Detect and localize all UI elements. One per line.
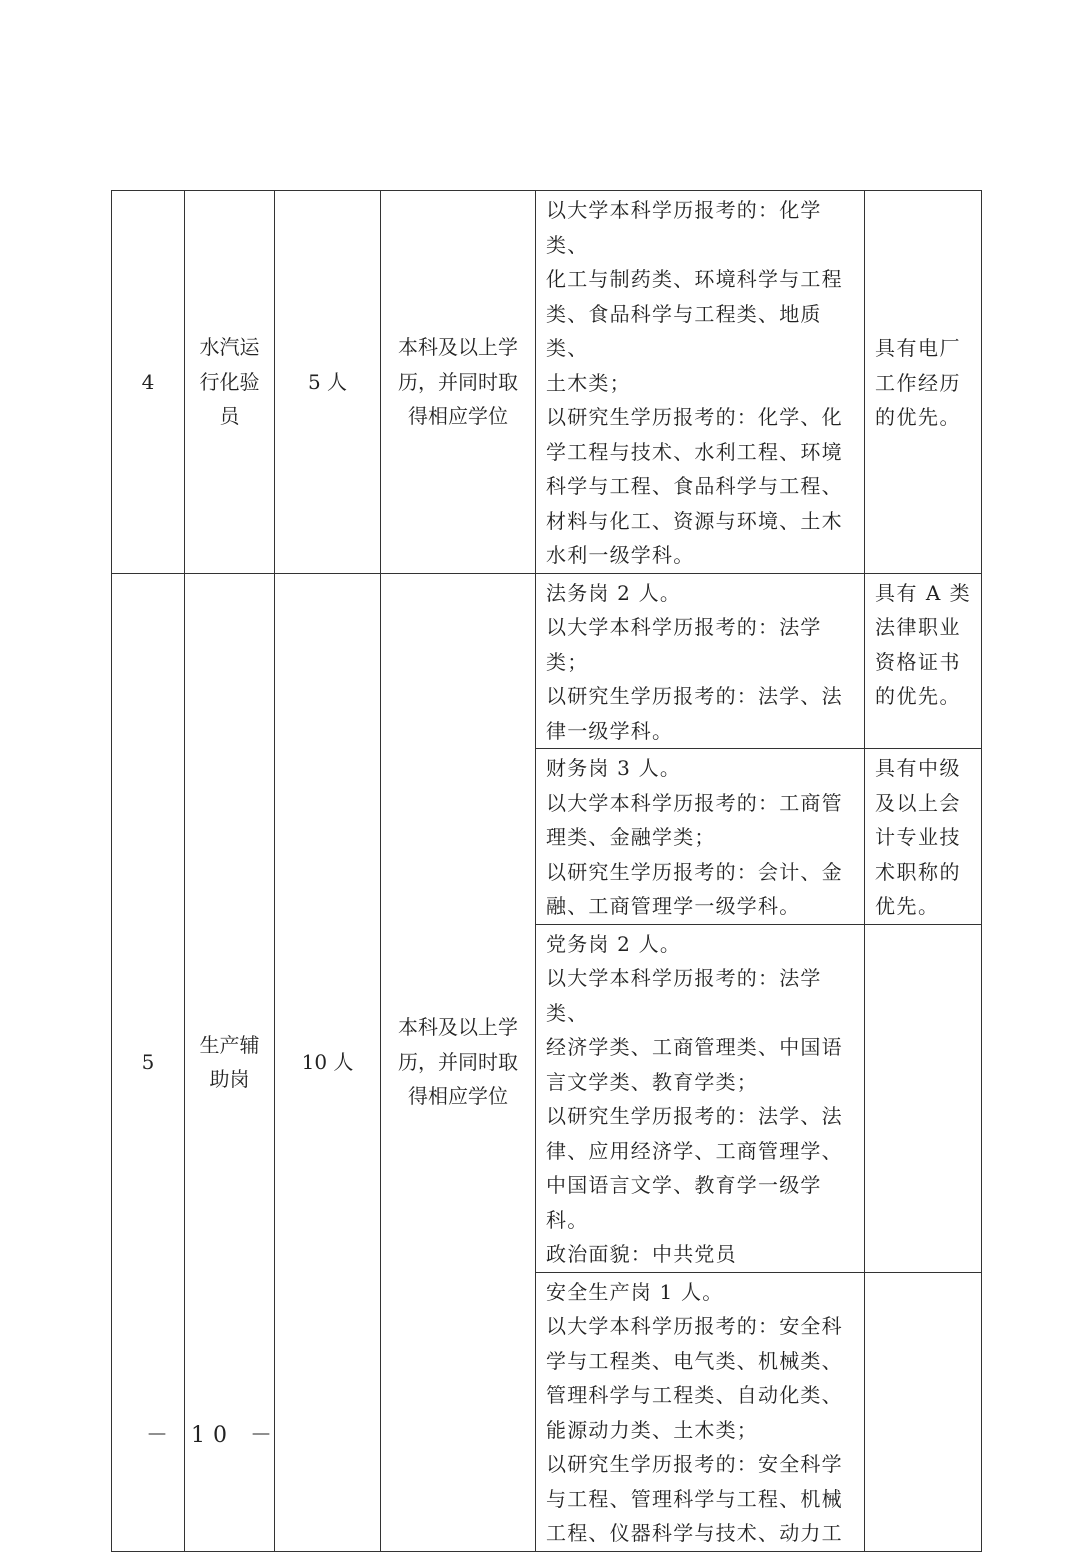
- education-requirement: 本科及以上学 历，并同时取 得相应学位: [381, 191, 536, 574]
- major-requirement: 党务岗 2 人。 以大学本科学历报考的：法学类、 经济学类、工商管理类、中国语 言文学类、教育学类； 以研究生学历报考的：法学、法 律、应用经济学、工商管理学、 中国语言文学、教育学一级学科。 政治面貌：中共党员: [536, 924, 865, 1272]
- major-requirement: 以大学本科学历报考的：化学类、 化工与制药类、环境科学与工程 类、食品科学与工程类、地质类、 土木类； 以研究生学历报考的：化学、化 学工程与技术、水利工程、环境 科学与工程、食品科学与工程、 材料与化工、资源与环境、土木 水利一级学科。: [536, 191, 865, 574]
- remark: [865, 924, 982, 1272]
- remark: 具有 A 类 法律职业 资格证书 的优先。: [865, 573, 982, 749]
- row-number: 4: [112, 191, 185, 574]
- remark: 具有中级 及以上会 计专业技 术职称的 优先。: [865, 749, 982, 925]
- education-requirement: 本科及以上学 历，并同时取 得相应学位: [381, 573, 536, 1551]
- post-name: 生产辅 助岗: [185, 573, 275, 1551]
- page-number: － 10 －: [146, 1423, 280, 1448]
- headcount: 5 人: [275, 191, 381, 574]
- row-number: 5: [112, 573, 185, 1551]
- post-name: 水汽运 行化验 员: [185, 191, 275, 574]
- remark: 具有电厂 工作经历 的优先。: [865, 191, 982, 574]
- major-requirement: 安全生产岗 1 人。 以大学本科学历报考的：安全科 学与工程类、电气类、机械类、 管理科学与工程类、自动化类、 能源动力类、土木类； 以研究生学历报考的：安全科学 与工程、管理科学与工程、机械 工程、仪器科学与技术、动力工: [536, 1272, 865, 1551]
- table-row: [112, 573, 982, 749]
- headcount: 10 人: [275, 573, 381, 1551]
- recruitment-table: [111, 190, 982, 1552]
- major-requirement: 法务岗 2 人。 以大学本科学历报考的：法学类； 以研究生学历报考的：法学、法 律一级学科。: [536, 573, 865, 749]
- table-row: [112, 191, 982, 574]
- major-requirement: 财务岗 3 人。 以大学本科学历报考的：工商管 理类、金融学类； 以研究生学历报考的：会计、金 融、工商管理学一级学科。: [536, 749, 865, 925]
- remark: [865, 1272, 982, 1551]
